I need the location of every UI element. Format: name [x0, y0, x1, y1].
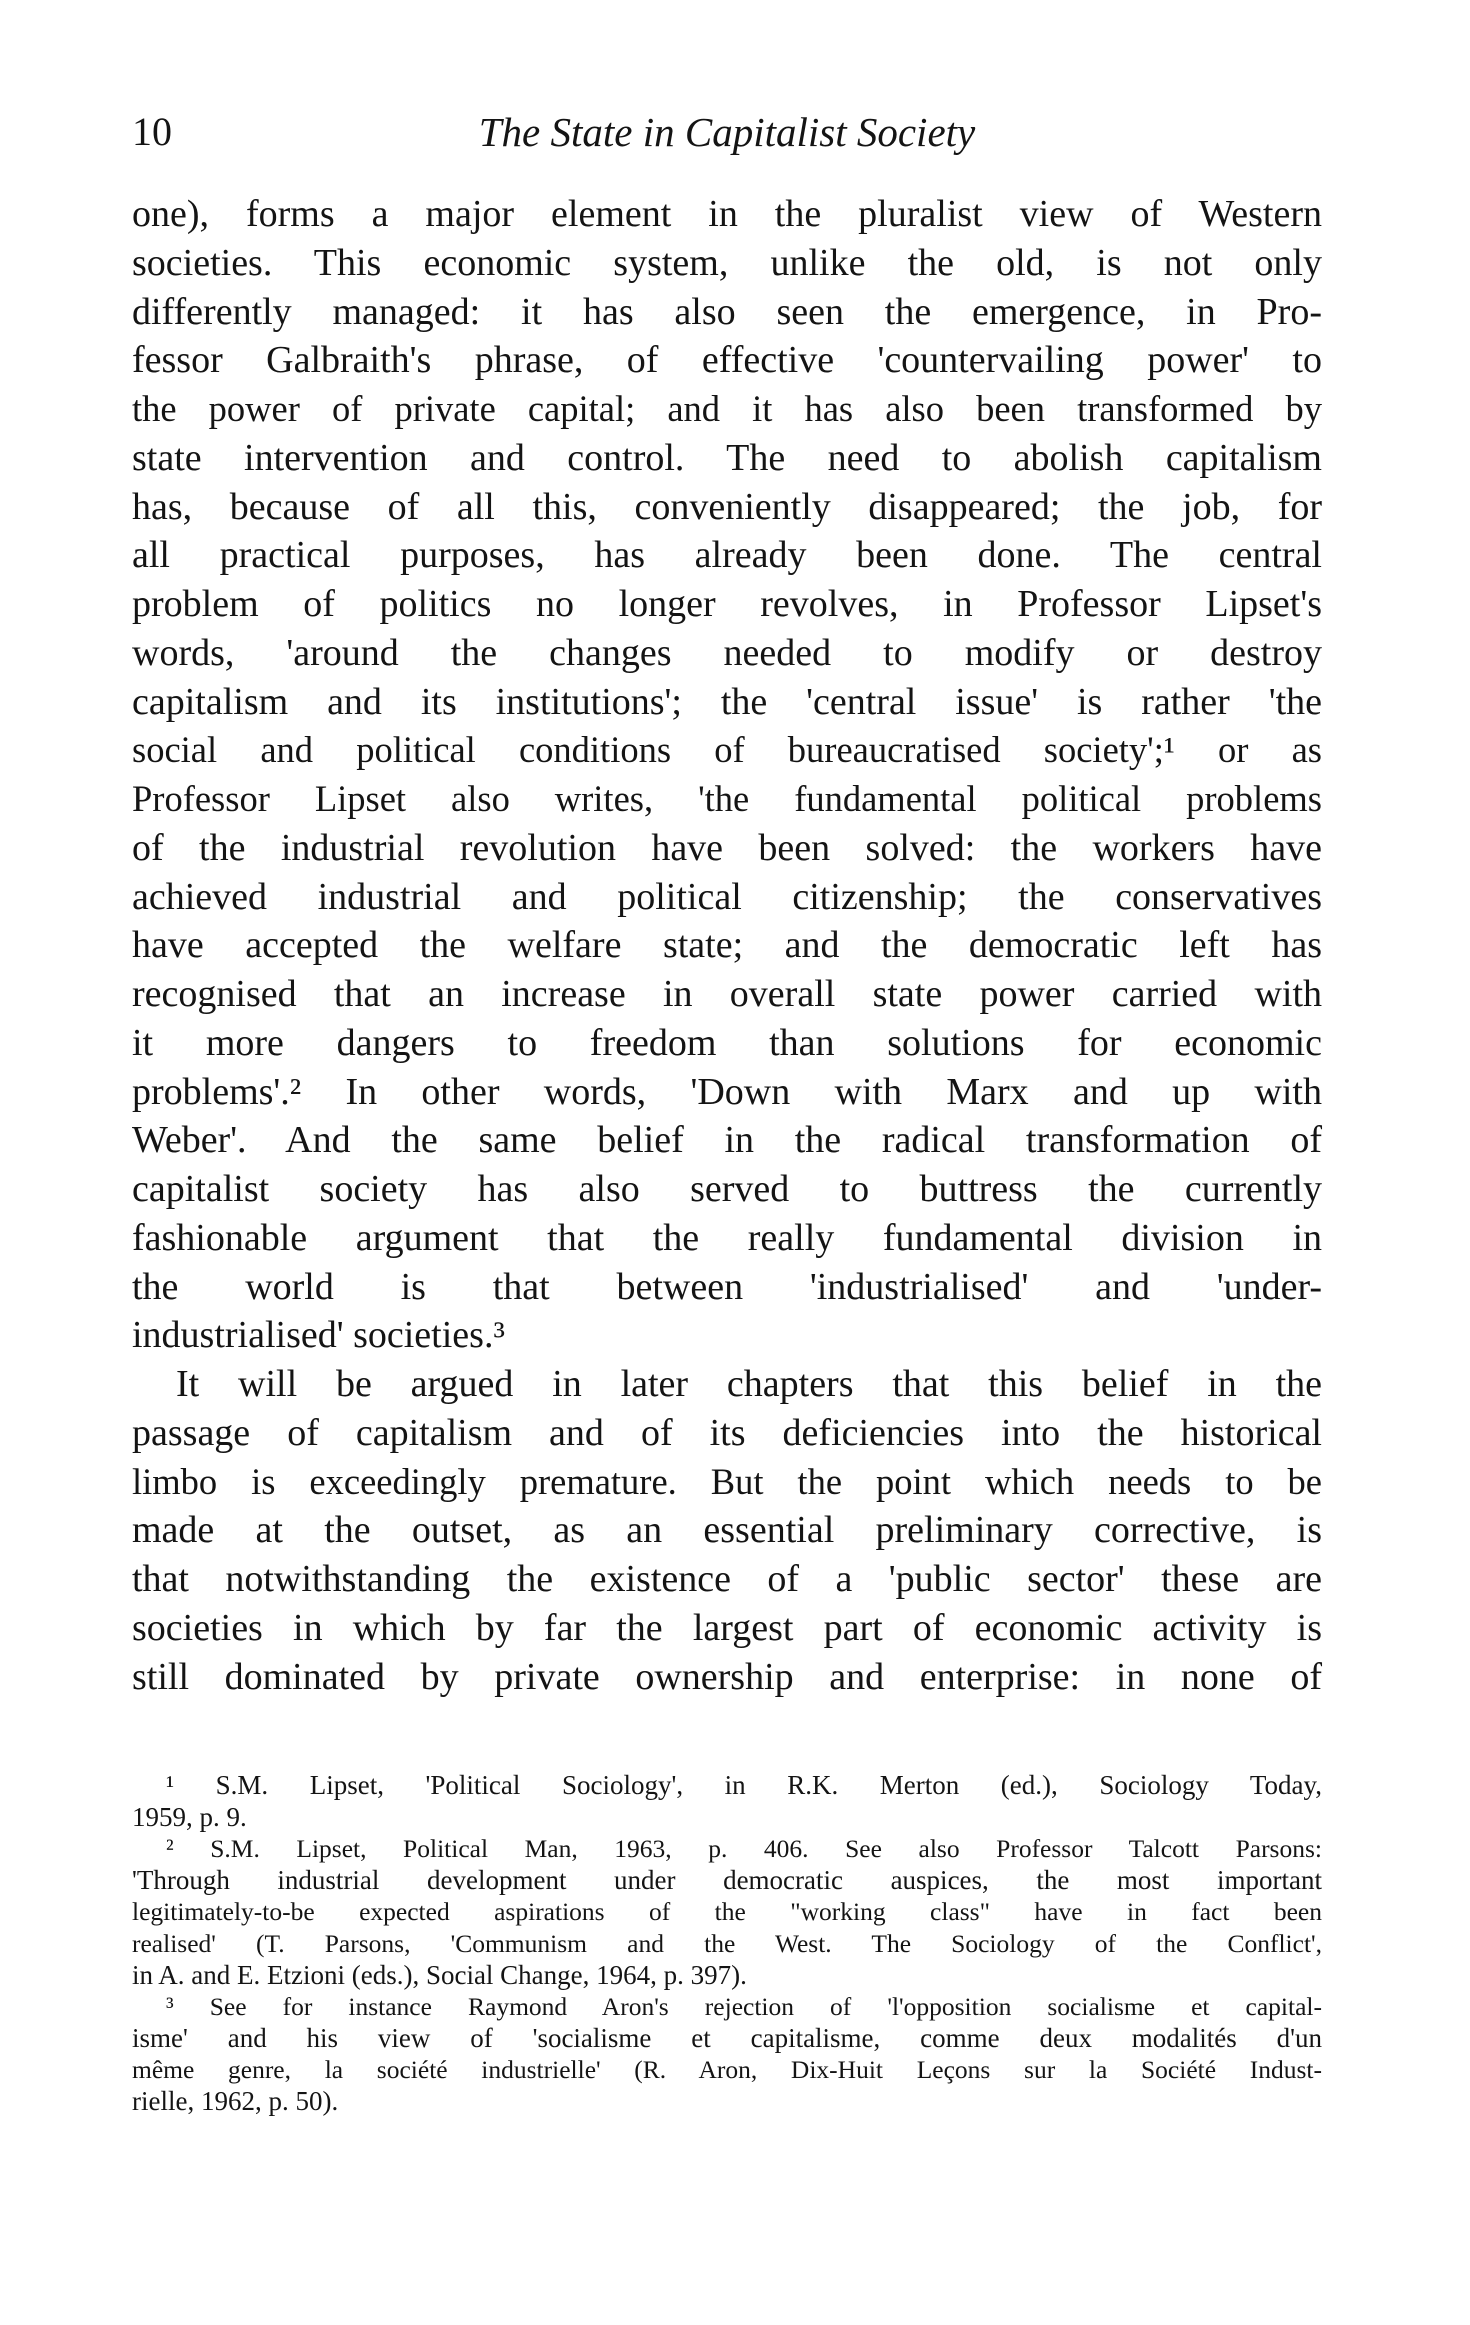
body-line: societies in which by far the largest part of economic activity is [132, 1606, 1322, 1649]
footnote-line: in A. and E. Etzioni (eds.), Social Change, 1964, p. 397). [132, 1959, 747, 1990]
body-line: It will be argued in later chapters that this belief in the [176, 1363, 1322, 1405]
footnote-line: isme' and his view of 'socialisme et capitalisme, comme deux modalités d'un [132, 2022, 1322, 2053]
footnote-line: 'Through industrial development under democratic auspices, the most important [132, 1864, 1322, 1895]
body-line: fashionable argument that the really fundamental division in [132, 1216, 1322, 1259]
footnote-line: même genre, la société industrielle' (R. Aron, Dix-Huit Leçons sur la Société Indust- [132, 2055, 1322, 2085]
footnote-line: ³ See for instance Raymond Aron's rejection of 'l'opposition socialisme et capital- [166, 1992, 1322, 2022]
body-line: all practical purposes, has already been done. The central [132, 534, 1322, 577]
body-line: fessor Galbraith's phrase, of effective 'countervailing power' to [132, 339, 1322, 382]
running-title: The State in Capitalist Society [478, 109, 976, 155]
body-line: problems'.² In other words, 'Down with Marx and up with [132, 1070, 1322, 1113]
body-line: industrialised' societies.³ [132, 1314, 505, 1357]
running-head [132, 108, 1322, 158]
footnotes [132, 1770, 1322, 2118]
body-line: still dominated by private ownership and enterprise: in none of [132, 1655, 1322, 1698]
body-line: passage of capitalism and of its deficiencies into the historical [132, 1411, 1322, 1454]
body-line: words, 'around the changes needed to modify or destroy [132, 631, 1322, 674]
body-line: social and political conditions of bureaucratised society';¹ or as [132, 729, 1322, 771]
body-line: one), forms a major element in the pluralist view of Western [132, 193, 1322, 235]
footnote-line: ² S.M. Lipset, Political Man, 1963, p. 406. See also Professor Talcott Parsons: [166, 1834, 1322, 1864]
body-line: problem of politics no longer revolves, in Professor Lipset's [132, 583, 1322, 625]
body-line: recognised that an increase in overall state power carried with [132, 973, 1322, 1015]
body-line: it more dangers to freedom than solutions for economic [132, 1021, 1322, 1064]
body-text [132, 190, 1322, 1701]
body-line: that notwithstanding the existence of a 'public sector' these are [132, 1558, 1322, 1600]
body-line: state intervention and control. The need to abolish capitalism [132, 436, 1322, 479]
body-line: achieved industrial and political citizenship; the conservatives [132, 875, 1322, 918]
body-line: Professor Lipset also writes, 'the fundamental political problems [132, 778, 1322, 819]
body-line: limbo is exceedingly premature. But the point which needs to be [132, 1460, 1322, 1502]
body-line: have accepted the welfare state; and the democratic left has [132, 924, 1322, 967]
body-line: made at the outset, as an essential preliminary corrective, is [132, 1509, 1322, 1552]
body-line: has, because of all this, conveniently disappeared; the job, for [132, 485, 1322, 528]
body-line: Weber'. And the same belief in the radical transformation of [132, 1119, 1322, 1162]
body-line: differently managed: it has also seen the emergence, in Pro- [132, 290, 1322, 333]
body-line: societies. This economic system, unlike the old, is not only [132, 241, 1322, 284]
footnote-line: legitimately-to-be expected aspirations of the "working class" have in fact been [132, 1897, 1322, 1927]
page-number: 10 [132, 109, 172, 154]
body-line: of the industrial revolution have been solved: the workers have [132, 826, 1322, 869]
footnote-line: rielle, 1962, p. 50). [132, 2085, 339, 2116]
footnote-line: 1959, p. 9. [132, 1801, 247, 1832]
body-line: capitalism and its institutions'; the 'central issue' is rather 'the [132, 680, 1322, 723]
footnote-line: ¹ S.M. Lipset, 'Political Sociology', in R.K. Merton (ed.), Sociology Today, [166, 1770, 1322, 1800]
footnote-line: realised' (T. Parsons, 'Communism and the West. The Sociology of the Conflict', [132, 1928, 1322, 1958]
body-line: the world is that between 'industrialised' and 'under- [132, 1265, 1322, 1308]
body-line: capitalist society has also served to buttress the currently [132, 1168, 1322, 1210]
body-line: the power of private capital; and it has also been transformed by [132, 388, 1322, 429]
